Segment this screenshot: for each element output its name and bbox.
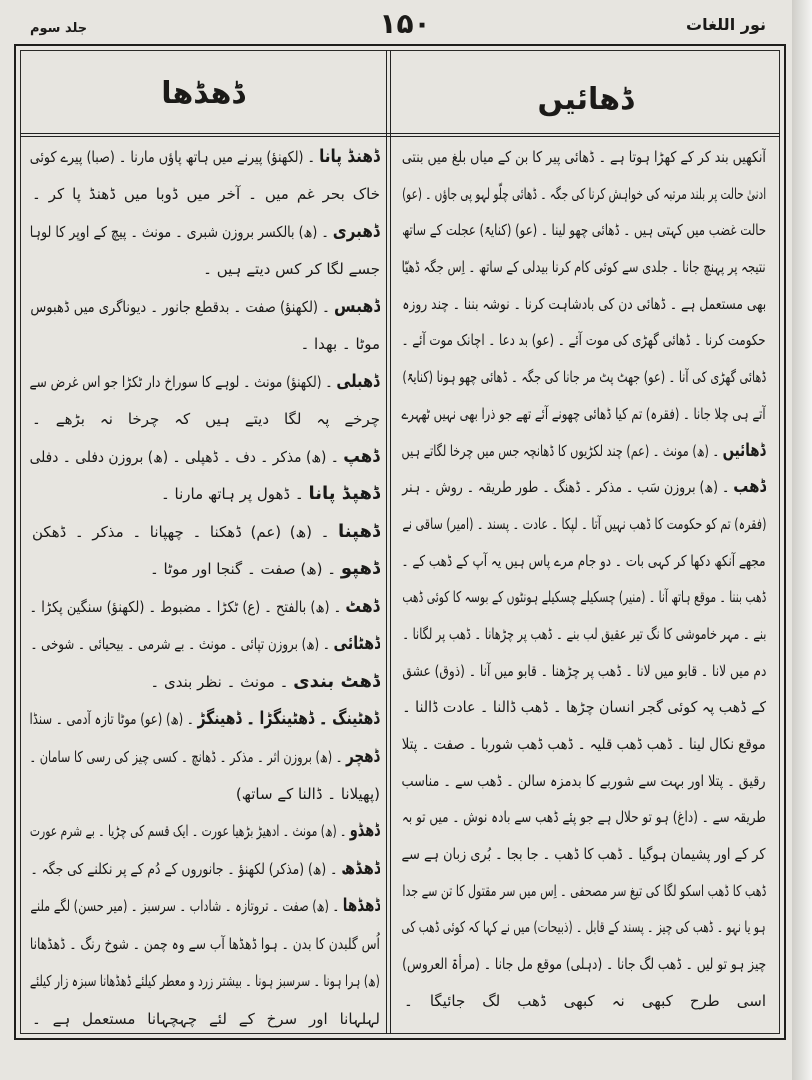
- entry-line: [28, 181, 380, 207]
- page-number: ۱۵۰: [379, 7, 431, 40]
- definition-text: لہلہانا اور سرخ کے لئے چہچہانا مستعمل ہے ۔: [32, 1009, 380, 1028]
- entry-line: [400, 548, 766, 574]
- entry-line: [400, 951, 766, 977]
- entry-line: [28, 256, 380, 282]
- definition-text: ۔ (ھ) (عو) موٹا تازہ آدمی ۔ سنڈا: [29, 710, 195, 729]
- definition-text: (پھیلانا ۔ ڈالنا کے ساتھ): [235, 784, 380, 803]
- left-column-heading: ڈھڈھا: [161, 76, 245, 111]
- entry-line: [28, 294, 380, 320]
- entry-line: [400, 658, 766, 684]
- definition-text: ۔ (ھ) صفت ۔ تروتازہ ۔ شاداب ۔ سرسبز ۔ (میر حسن) لگے ملنے: [29, 897, 339, 916]
- entry-line: [28, 444, 380, 470]
- entry-line: [400, 254, 766, 280]
- definition-text: رقیق ۔ پتلا اور بہت سے شوربے کا بدمزہ سالن ۔ ڈھب سے ۔ مناسب: [401, 771, 766, 790]
- definition-text: ۔ (لکھنؤ) مونث ۔ لوہے کا سوراخ دار ٹکڑا جو اس غرض سے: [29, 372, 333, 391]
- headword: ڈھڈھ: [340, 857, 380, 879]
- entry-line: [28, 931, 380, 957]
- headword: ڈھڈھا: [342, 895, 380, 917]
- headword: ڈھنڈ پانا: [319, 146, 380, 167]
- book-title: نور اللغات: [686, 15, 766, 34]
- headword: ڈھٹ بندی: [293, 670, 380, 692]
- definition-text: ۔ (ھ) (مذکر) لکھنؤ ۔ جانوروں کے دُم کے پر نکلنے کی جگہ ۔: [30, 859, 337, 878]
- definition-text: دم میں لانا ۔ قابو میں لانا ۔ ڈھب پر چڑھنا ۔ قابو میں آنا ۔ (ذوق) عشق: [401, 661, 766, 680]
- headword: ڈھپو: [340, 558, 380, 580]
- entry-line: [28, 219, 380, 245]
- entry-line: [28, 144, 380, 170]
- definition-text: (فقرہ) تم کو حکومت کا ڈھب نہیں آتا ۔ لپکا ۔ عادت ۔ پسند ۔ (امیر) ساقی نے: [402, 514, 766, 533]
- entry-line: [28, 781, 380, 807]
- headword: ڈھٹ: [345, 595, 380, 617]
- definition-text: ادنیٰ حالت پر بلند مرتبہ کی خواہش کرنا کی جگہ ۔ ڈھائی چلّو لہو پی جاؤں ۔ (عو): [401, 184, 766, 203]
- entry-line: [400, 181, 766, 207]
- entry-line: [28, 893, 380, 919]
- headword: ڈھائیں: [723, 439, 766, 461]
- headword: ڈھپنا: [338, 520, 380, 542]
- column-divider: [386, 50, 391, 1034]
- definition-text: ۔ ڈھول پر ہاتھ مارنا ۔: [160, 485, 304, 504]
- entry-line: [400, 327, 766, 353]
- entry-line: [28, 519, 380, 545]
- headword: ڈھپڈ پانا: [308, 483, 380, 505]
- definition-text: ۔ (ھ) بالکسر بروزن شبری ۔ مونث ۔ پیچ کے اوپر کا لوہا: [30, 222, 330, 241]
- entry-line: [28, 406, 380, 432]
- entry-line: [400, 401, 766, 427]
- header-divider: [20, 133, 780, 137]
- definition-text: ۔ (لکھنؤ) صفت ۔ بدقطع جانور ۔ دیوناگری میں ڈھبوس: [30, 297, 330, 316]
- entry-line: [28, 369, 380, 395]
- definition-text: چیز ہو تو لیں ۔ ڈھب لگ جانا ۔ (دہلی) موقع مل جانا ۔ (مرأۃ العروس): [401, 955, 766, 974]
- entry-line: [400, 291, 766, 317]
- entry-line: [400, 438, 766, 464]
- right-column: [400, 144, 766, 1014]
- entry-line: [28, 856, 380, 882]
- definition-text: ۔ (ھ) صفت ۔ گنجا اور موٹا ۔: [149, 560, 337, 579]
- headword: ڈھچر: [346, 745, 380, 767]
- definition-text: ۔ (ھ) بروزن سَب ۔ مذکر ۔ ڈھنگ ۔ طور طریقہ ۔ روش ۔ ہنر: [402, 478, 730, 497]
- definition-text: کر کے اور پشیمان ہوگیا ۔ ڈھب کا ڈھب ۔ جا بجا ۔ بُری زبان ہے سے: [402, 845, 766, 864]
- volume-label: جلد سوم: [30, 21, 88, 36]
- entry-line: [28, 594, 380, 620]
- entry-line: [400, 731, 766, 757]
- definition-text: ۔ (ھ) بروزن تپائی ۔ مونث ۔ بے شرمی ۔ بیحیائی ۔ شوخی ۔: [29, 635, 330, 654]
- entry-line: [400, 511, 766, 537]
- definition-text: بھی مستعمل ہے ۔ ڈھائی دن کی بادشاہت کرنا ۔ نوشہ بننا ۔ چند روزہ: [402, 294, 766, 313]
- definition-text: ۔ (ھ) بالفتح ۔ (ع) ٹکڑا ۔ مضبوط ۔ (لکھنؤ) سنگین پکڑا ۔: [29, 597, 342, 616]
- headword: ڈھڈو: [349, 820, 380, 842]
- entry-line: [28, 631, 380, 657]
- definition-text: حالت غضب میں کہتی ہیں ۔ ڈھائی چھو لینا ۔ (عو) (کنایۃً) عجلت کے ساتھ: [402, 221, 766, 240]
- entry-line: [400, 584, 766, 610]
- entry-line: [28, 968, 380, 994]
- headword: ڈھپ: [343, 445, 380, 467]
- entry-line: [28, 744, 380, 770]
- definition-text: آتے ہی چلا جانا ۔ (فقرہ) تم کیا ڈھائی چھونے آئے تھے جو ذرا بھی نہیں ٹھہرے: [401, 404, 766, 423]
- entry-line: [400, 988, 766, 1014]
- headword: ڈھٹینگ ۔ ڈھٹینگڑا ۔ ڈھینگڑ: [197, 708, 380, 730]
- definition-text: ۔ (لکھنؤ) پیرنے میں ہاتھ پاؤں مارنا ۔ (صبا) پیرے کوئی: [29, 148, 316, 166]
- definition-text: ۔ (ھ) مونث ۔ (عم) چند لکڑیوں کا ڈھانچہ جس میں چرخا لگاتے ہیں: [401, 441, 720, 460]
- definition-text: ڈھائی گھڑی کی آنا ۔ (عو) جھٹ پٹ مر جانا کی جگہ ۔ ڈھائی چھو ہونا (کنایۃً): [401, 368, 766, 387]
- definition-text: ہو یا نہو ۔ ڈھب کی چیز ۔ پسند کے قابل ۔ (ذبیحات) میں نے کہا کہ کوئی ڈھب کی: [402, 918, 766, 937]
- entry-line: [28, 556, 380, 582]
- definition-text: موٹا ۔ بھدا ۔: [300, 335, 380, 354]
- headword: ڈھٹائی: [333, 633, 380, 655]
- entry-line: [28, 706, 380, 732]
- entry-line: [28, 818, 380, 844]
- definition-text: ڈھب بننا ۔ موقع ہاتھ آنا ۔ (منیر) چسکیلے چسکیلے ہونٹوں کے بوسہ کا کوئی ڈھب: [401, 588, 766, 607]
- definition-text: موقع نکال لینا ۔ ڈھب ڈھب قلیہ ۔ ڈھب ڈھب شوربا ۔ صفت ۔ پتلا: [401, 735, 766, 753]
- entry-line: [400, 694, 766, 720]
- entry-line: [400, 364, 766, 390]
- definition-text: ڈھب کا ڈھب اسکو لگا کی تیغ سر مصحفی ۔ اِس میں سر مقتول کا تن سے جدا: [401, 881, 766, 900]
- headword: ڈھب: [733, 476, 766, 498]
- headword: ڈھبلی: [336, 370, 380, 392]
- headword: ڈھبس: [333, 295, 380, 317]
- entry-line: [28, 331, 380, 357]
- definition-text: ۔ (ھ) بروزن اثر ۔ مذکر ۔ ڈھانچ ۔ کسی چیز کی رسی کا سامان ۔: [30, 747, 343, 766]
- entry-line: [28, 481, 380, 507]
- entry-line: [400, 144, 766, 170]
- entry-line: [400, 621, 766, 647]
- right-column-heading: ڈھائیں: [537, 82, 634, 117]
- entry-line: [400, 217, 766, 243]
- definition-text: اسی طرح کبھی نہ کبھی ڈھب لگ جائیگا ۔: [404, 991, 766, 1010]
- entry-line: [400, 768, 766, 794]
- definition-text: ۔ (ھ) (عم) ڈھکنا ۔ چھپانا ۔ مذکر ۔ ڈھکن: [32, 522, 330, 541]
- left-column: [28, 144, 380, 1032]
- entry-line: [28, 1006, 380, 1032]
- entry-line: [400, 474, 766, 500]
- definition-text: جسے لگا کر کس دیتے ہیں ۔: [203, 260, 380, 279]
- definition-text: چرخے پہ لگا دیتے ہیں کہ چرخا نہ بڑھے ۔: [32, 410, 380, 429]
- definition-text: خاک بحر غم میں ۔ آخر میں ڈوبا میں ڈھنڈ پا کر ۔: [32, 185, 380, 204]
- definition-text: ۔ (ھ) مذکر ۔ دف ۔ ڈھپلی ۔ (ھ) بروزن دفلی ۔ دفلی: [30, 447, 340, 466]
- definition-text: اُس گلبدن کا بدن ۔ ہوا ڈھڈھا آب سے وہ چمن ۔ شوخ رنگ ۔ ڈھڈھانا: [29, 934, 380, 953]
- definition-text: (ھ) ہرا ہونا ۔ سرسبز ہونا ۔ بیشتر زرد و معطر کیلئے ڈھڈھانا سبزہ زار کیلئے: [29, 972, 380, 991]
- entry-line: [400, 841, 766, 867]
- definition-text: آنکھیں بند کر کے کھڑا ہوتا ہے ۔ ڈھائی پیر کا بن کے میاں بلغ میں بنتی: [401, 148, 766, 166]
- definition-text: بنے ۔ مہر خاموشی کا نگ تیر عقیق لب بنے ۔ ڈھب پر چڑھانا ۔ ڈھب پر لگانا ۔: [401, 624, 766, 643]
- entry-line: [400, 878, 766, 904]
- entry-line: [400, 804, 766, 830]
- definition-text: کے ڈھب پہ کوئی گجر انسان چڑھا ۔ ڈھب ڈالنا ۔ عادت ڈالنا ۔: [401, 698, 766, 717]
- entry-line: [28, 669, 380, 695]
- definition-text: طریقہ سے ۔ (داغ) ہو تو حلال ہے جو پئے ڈھب سے بادہ نوش ۔ میں تو بہ: [401, 808, 766, 827]
- headword: ڈھبری: [333, 220, 380, 242]
- definition-text: حکومت کرنا ۔ ڈھائی گھڑی کی موت آئے ۔ (عو) بد دعا ۔ اچانک موت آئے ۔: [401, 331, 766, 350]
- definition-text: ۔ (ھ) مونث ۔ ادھیڑ بڑھیا عورت ۔ ایک قسم کی چڑیا ۔ بے شرم عورت: [29, 822, 347, 841]
- page-edge-shadow: [792, 0, 812, 1080]
- definition-text: نتیجہ پر پہنچ جانا ۔ جلدی سے کوئی کام کرنا بیدلی کے ساتھ ۔ اِس جگہ ڈھیّا: [401, 258, 766, 277]
- entry-line: [400, 914, 766, 940]
- definition-text: مجھے آنکھ دکھا کر کہی بات ۔ دو جام مرے پاس ہیں یہ آپ کے ڈھب کے ۔: [401, 551, 766, 570]
- definition-text: ۔ مونث ۔ نظر بندی ۔: [150, 672, 289, 691]
